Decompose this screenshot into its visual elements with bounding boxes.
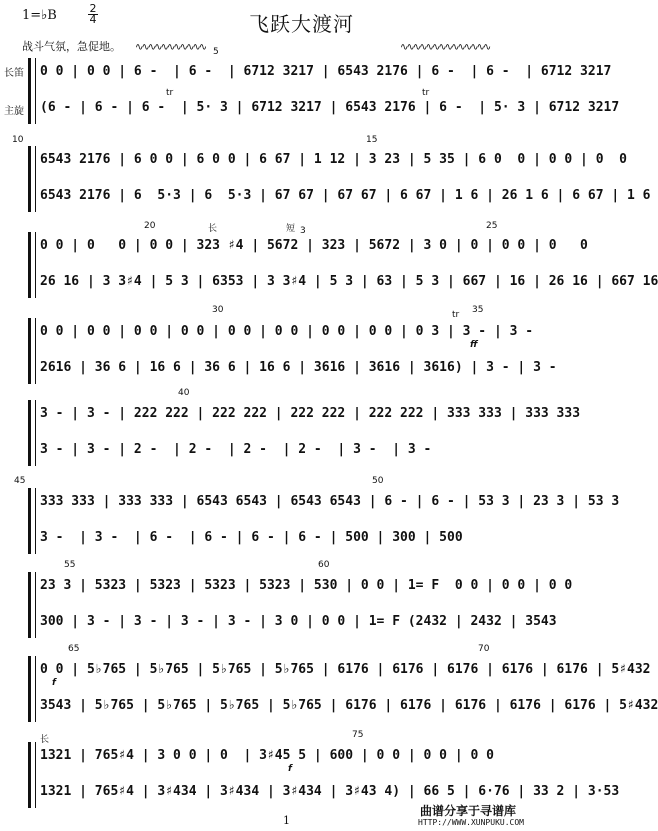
system-3 xyxy=(30,221,658,298)
system-start-bar xyxy=(35,146,36,212)
system-8 xyxy=(30,644,658,722)
page-number: 1 xyxy=(283,814,290,827)
lower-staff-row: 1321 | 765♯4 | 3♯434 | 3♯434 | 3♯434 | 3♯43 4) | 66 5 | 6·76 | 33 2 | 3·53 xyxy=(40,784,620,799)
upper-staff-row: 0 0 | 5♭765 | 5♭765 | 5♭765 | 5♭765 | 6176 | 6176 | 6176 | 6176 | 6176 | 5♯432 xyxy=(40,662,651,677)
trill-mark: tr xyxy=(166,88,174,98)
dynamic-mark: f xyxy=(288,764,292,774)
short-mark: 短 xyxy=(286,224,296,234)
system-9 xyxy=(30,730,620,808)
upper-staff-row: 23 3 | 5323 | 5323 | 5323 | 5323 | 530 | 0 0 | 1= F 0 0 | 0 0 | 0 0 xyxy=(40,578,573,593)
upper-staff-row: 1321 | 765♯4 | 3 0 0 | 0 | 3♯45 5 | 600 | 0 0 | 0 0 | 0 0 xyxy=(40,748,494,763)
measure-number: 75 xyxy=(352,730,364,740)
measure-number: 40 xyxy=(178,388,190,398)
trill-mark: tr xyxy=(452,310,460,320)
system-start-bar xyxy=(35,400,36,466)
measure-number: 30 xyxy=(212,305,224,315)
instrument-label-lower: 主旋 xyxy=(4,106,24,117)
system-start-bar xyxy=(35,58,36,124)
long-mark: 长 xyxy=(208,224,218,234)
site-url: HTTP://WWW.XUNPUKU.COM xyxy=(418,818,524,827)
lower-staff-row: 26 16 | 3 3♯4 | 5 3 | 6353 | 3 3♯4 | 5 3 | 63 | 5 3 | 667 | 16 | 26 16 | 667 16 xyxy=(40,274,658,289)
system-1 xyxy=(30,47,620,124)
system-start-bar xyxy=(35,572,36,638)
measure-number: 15 xyxy=(366,135,378,145)
meter-bottom: 4 xyxy=(89,13,97,26)
dynamic-mark: f xyxy=(52,678,56,688)
key-signature: 1=♭B xyxy=(22,8,57,23)
triplet-mark: 3 xyxy=(300,226,306,236)
measure-number: 55 xyxy=(64,560,76,570)
lower-staff-row: 3 - | 3 - | 2 - | 2 - | 2 - | 2 - | 3 - | 3 - xyxy=(40,442,432,457)
lower-staff-row: 3543 | 5♭765 | 5♭765 | 5♭765 | 5♭765 | 6176 | 6176 | 6176 | 6176 | 6176 | 5♯432 xyxy=(40,698,658,713)
measure-number: 65 xyxy=(68,644,80,654)
system-2 xyxy=(12,135,651,212)
measure-number: 10 xyxy=(12,135,24,145)
upper-staff-row: 0 0 | 0 0 | 6 - | 6 - | 6712 3217 | 6543 2176 | 6 - | 6 - | 6712 3217 xyxy=(40,64,612,79)
measure-number: 25 xyxy=(486,221,498,231)
measure-number: 35 xyxy=(472,305,484,315)
measure-number: 5 xyxy=(213,47,219,57)
system-start-bar xyxy=(35,488,36,554)
system-start-bar xyxy=(35,742,36,808)
system-5 xyxy=(30,388,581,466)
measure-number: 60 xyxy=(318,560,330,570)
trill-mark: tr xyxy=(422,88,430,98)
system-start-bar xyxy=(35,232,36,298)
measure-number: 50 xyxy=(372,476,384,486)
site-watermark: 曲谱分享于寻谱库 xyxy=(420,804,517,818)
meter-top: 2 xyxy=(89,2,97,15)
trill-line-2: ∿∿∿∿∿∿∿∿∿∿∿∿∿∿ xyxy=(400,42,490,53)
lower-staff-row: 6543 2176 | 6 5·3 | 6 5·3 | 67 67 | 67 67 | 6 67 | 1 6 | 26 1 6 | 6 67 | 1 6 xyxy=(40,188,651,203)
lower-staff-row: 300 | 3 - | 3 - | 3 - | 3 - | 3 0 | 0 0 | 1= F (2432 | 2432 | 3543 xyxy=(40,614,557,629)
upper-staff-row: 0 0 | 0 0 | 0 0 | 0 0 | 0 0 | 0 0 | 0 0 | 0 0 | 0 3 | 3 - | 3 - xyxy=(40,324,534,339)
measure-number: 70 xyxy=(478,644,490,654)
trill-line-1: ∿∿∿∿∿∿∿∿∿∿∿ xyxy=(135,42,206,53)
score-title: 飞跃大渡河 xyxy=(249,12,354,36)
system-6 xyxy=(14,476,620,554)
system-7 xyxy=(30,560,573,638)
upper-staff-row: 0 0 | 0 0 | 0 0 | 323 ♯4 | 5672 | 323 | 5672 | 3 0 | 0 | 0 0 | 0 0 xyxy=(40,238,588,253)
lower-staff-row: 2616 | 36 6 | 16 6 | 36 6 | 16 6 | 3616 | 3616 | 3616) | 3 - | 3 - xyxy=(40,360,557,375)
system-start-bar xyxy=(35,656,36,722)
lower-staff-row: 3 - | 3 - | 6 - | 6 - | 6 - | 6 - | 500 | 300 | 500 xyxy=(40,530,463,545)
system-start-bar xyxy=(35,318,36,384)
instrument-label-upper: 长笛 xyxy=(4,68,24,79)
upper-staff-row: 6543 2176 | 6 0 0 | 6 0 0 | 6 67 | 1 12 | 3 23 | 5 35 | 6 0 0 | 0 0 | 0 0 xyxy=(40,152,627,167)
measure-number: 20 xyxy=(144,221,156,231)
dynamic-mark: ff xyxy=(470,340,478,350)
system-4 xyxy=(30,305,560,384)
upper-staff-row: 333 333 | 333 333 | 6543 6543 | 6543 6543 | 6 - | 6 - | 53 3 | 23 3 | 53 3 xyxy=(40,494,620,509)
measure-number: 45 xyxy=(14,476,26,486)
tempo-marking: 战斗气氛，急促地。 xyxy=(22,40,121,53)
lower-staff-row: (6 - | 6 - | 6 - | 5· 3 | 6712 3217 | 6543 2176 | 6 - | 5· 3 | 6712 3217 xyxy=(40,100,620,115)
long-mark: 长 xyxy=(40,735,50,745)
upper-staff-row: 3 - | 3 - | 222 222 | 222 222 | 222 222 | 222 222 | 333 333 | 333 333 xyxy=(40,406,581,421)
